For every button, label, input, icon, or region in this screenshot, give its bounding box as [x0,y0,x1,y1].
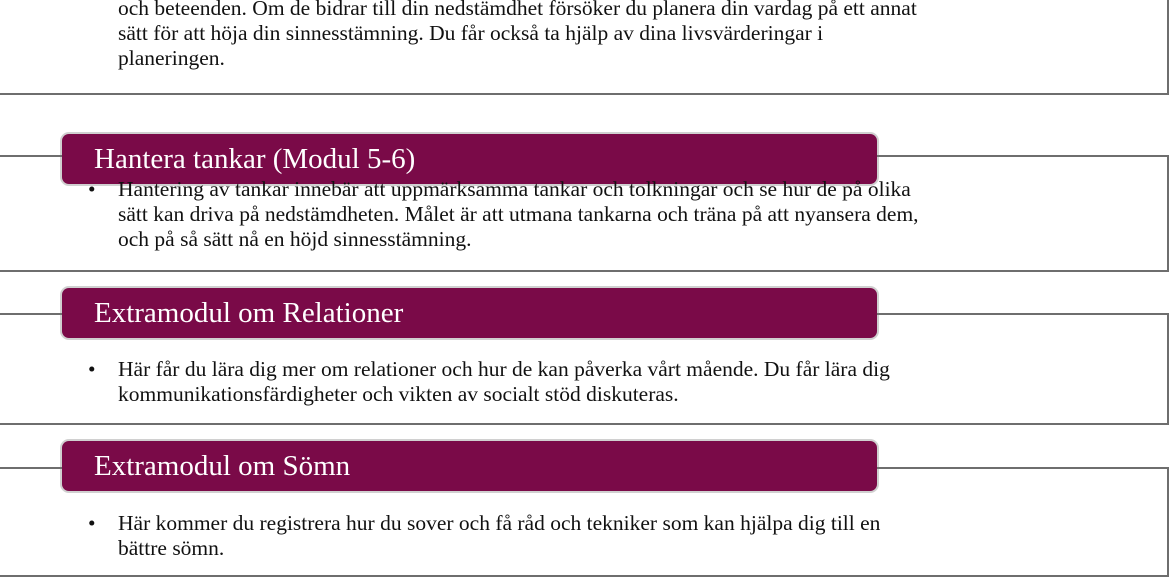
section-title-relationer: Extramodul om Relationer [62,288,877,338]
bullet-icon: • [88,177,96,201]
body-line: och på så sätt nå en höjd sinnesstämning. [118,227,472,251]
body-line: sätt kan driva på nedstämdheten. Målet är att utmana tankarna och träna på att nyansera dem, [118,202,919,226]
body-line: planeringen. [118,46,225,70]
body-line: sätt för att höja din sinnesstämning. Du får också ta hjälp av dina livsvärderingar i [118,21,824,45]
section-body-intro [88,0,1088,71]
section-body-somn [88,511,1088,561]
section-body-relationer [88,357,1088,407]
bullet-icon: • [88,357,96,381]
section-title-hantera-tankar: Hantera tankar (Modul 5-6) [62,134,877,184]
bullet-icon: • [88,511,96,535]
body-line: och beteenden. Om de bidrar till din nedstämdhet försöker du planera din vardag på ett annat [118,0,917,20]
body-line: kommunikationsfärdigheter och vikten av socialt stöd diskuteras. [118,382,679,406]
body-line: bättre sömn. [118,536,225,560]
body-line: Hantering av tankar innebär att uppmärksamma tankar och tolkningar och se hur de på olika [118,177,911,201]
body-line: Här kommer du registrera hur du sover och få råd och tekniker som kan hjälpa dig till en [118,511,881,535]
section-body-hantera-tankar [88,177,1088,252]
section-title-somn: Extramodul om Sömn [62,441,877,491]
body-line: Här får du lära dig mer om relationer och hur de kan påverka vårt mående. Du får lära dig [118,357,890,381]
